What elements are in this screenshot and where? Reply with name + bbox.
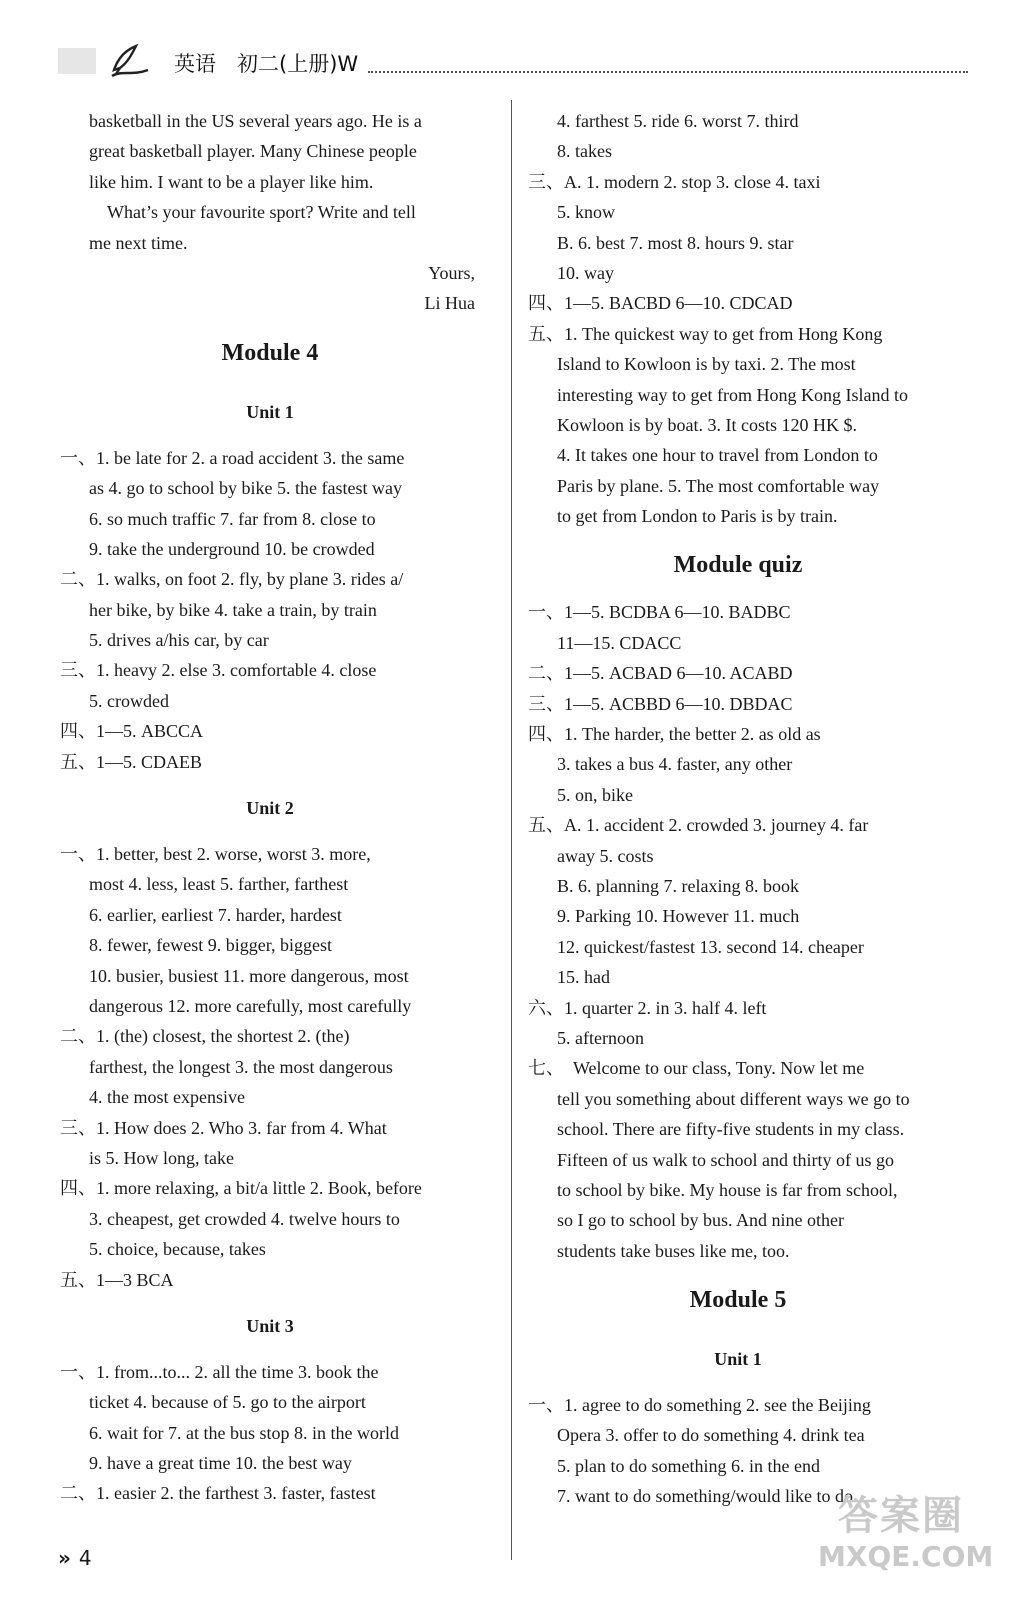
answer-line: me next time. — [89, 232, 188, 253]
answer-line: 9. have a great time 10. the best way — [89, 1453, 352, 1474]
answer-line: 二、1. walks, on foot 2. fly, by plane 3. rides a/ — [60, 569, 404, 590]
answer-line: 6. wait for 7. at the bus stop 8. in the world — [89, 1422, 399, 1443]
double-arrow-icon: » — [58, 1546, 67, 1570]
unit-heading: Unit 1 — [246, 401, 294, 422]
answer-line: 一、1—5. BCDBA 6—10. BADBC — [528, 602, 791, 623]
module-heading: Module 4 — [221, 339, 319, 366]
answer-line: 5. on, bike — [557, 784, 633, 805]
header-logo-box — [58, 48, 96, 74]
answer-line: students take buses like me, too. — [557, 1240, 790, 1261]
answer-line: 四、1. more relaxing, a bit/a little 2. Book, before — [60, 1178, 422, 1199]
page-number: 4 — [78, 1546, 92, 1570]
answer-line: 5. afternoon — [557, 1027, 644, 1048]
letter-signature: Li Hua — [424, 293, 475, 314]
answer-line: 12. quickest/fastest 13. second 14. cheaper — [557, 936, 864, 957]
answer-line: school. There are fifty-five students in my class. — [557, 1119, 905, 1140]
answer-line: 二、1—5. ACBAD 6—10. ACABD — [528, 663, 793, 684]
answer-line: to get from London to Paris is by train. — [557, 506, 838, 527]
column-divider — [511, 100, 512, 1560]
answer-line: 一、1. from...to... 2. all the time 3. book the — [60, 1361, 379, 1382]
answer-line: so I go to school by bus. And nine other — [557, 1210, 844, 1231]
answer-line: 9. Parking 10. However 11. much — [557, 906, 800, 927]
answer-line: 二、1. (the) closest, the shortest 2. (the) — [60, 1026, 350, 1047]
answer-line: 六、1. quarter 2. in 3. half 4. left — [528, 997, 767, 1018]
answer-line: like him. I want to be a player like him. — [89, 171, 374, 192]
answer-line: 五、A. 1. accident 2. crowded 3. journey 4. far — [528, 815, 869, 836]
answer-line: is 5. How long, take — [89, 1147, 234, 1168]
answer-line: away 5. costs — [557, 845, 654, 866]
answer-line: 二、1. easier 2. the farthest 3. faster, fastest — [60, 1483, 376, 1504]
answer-line: B. 6. best 7. most 8. hours 9. star — [557, 232, 794, 253]
right-column — [528, 106, 948, 1512]
answer-line: 15. had — [557, 967, 610, 988]
answer-line: B. 6. planning 7. relaxing 8. book — [557, 875, 799, 896]
answer-line: 10. busier, busiest 11. more dangerous, most — [89, 965, 409, 986]
answer-line: 4. It takes one hour to travel from London to — [557, 445, 878, 466]
answer-line: 一、1. be late for 2. a road accident 3. the same — [60, 447, 405, 468]
answer-line: basketball in the US several years ago. He is a — [89, 111, 422, 131]
answer-line: 三、1. heavy 2. else 3. comfortable 4. close — [60, 660, 377, 681]
answer-line: 7. want to do something/would like to do — [557, 1486, 853, 1507]
unit-heading: Unit 1 — [714, 1349, 762, 1370]
answer-line: 一、1. better, best 2. worse, worst 3. more, — [60, 844, 371, 865]
answer-line: 三、1. How does 2. Who 3. far from 4. What — [60, 1117, 387, 1138]
answer-line: as 4. go to school by bike 5. the fastest way — [89, 478, 402, 499]
answer-line: 四、1. The harder, the better 2. as old as — [528, 724, 821, 745]
answer-line: 4. the most expensive — [89, 1087, 245, 1108]
unit-heading: Unit 3 — [246, 1315, 294, 1336]
answer-line: 5. know — [557, 202, 615, 223]
answer-line: 五、1. The quickest way to get from Hong Kong — [528, 323, 883, 344]
answer-line: ticket 4. because of 5. go to the airport — [89, 1392, 366, 1413]
page-footer — [58, 1546, 92, 1570]
answer-line: 五、1—5. CDAEB — [60, 751, 203, 772]
answer-line: 11—15. CDACC — [557, 632, 682, 653]
answer-line: 5. choice, because, takes — [89, 1239, 266, 1260]
answer-line: 四、1—5. BACBD 6—10. CDCAD — [528, 293, 793, 314]
answer-line: 6. earlier, earliest 7. harder, hardest — [89, 904, 342, 925]
answer-line: 五、1—3 BCA — [60, 1269, 174, 1290]
answer-line: Fifteen of us walk to school and thirty of us go — [557, 1149, 894, 1170]
answer-line: 9. take the underground 10. be crowded — [89, 538, 375, 559]
answer-line: Opera 3. offer to do something 4. drink tea — [557, 1425, 865, 1446]
letter-signature: Yours, — [428, 262, 475, 283]
answer-line: dangerous 12. more carefully, most carefully — [89, 995, 412, 1016]
watermark-logo — [808, 1478, 1008, 1588]
answer-line: 四、1—5. ABCCA — [60, 721, 204, 742]
answer-line: most 4. less, least 5. farther, farthest — [89, 874, 349, 895]
answer-line: great basketball player. Many Chinese people — [89, 141, 417, 162]
header-dotted-rule — [368, 71, 968, 73]
answer-line: 三、A. 1. modern 2. stop 3. close 4. taxi — [528, 171, 821, 192]
answer-line: Island to Kowloon is by taxi. 2. The most — [557, 354, 856, 375]
page-header — [58, 40, 958, 82]
answer-line: Paris by plane. 5. The most comfortable way — [557, 475, 880, 496]
answer-line: 5. drives a/his car, by car — [89, 630, 269, 651]
watermark-text: 答案圈 — [838, 1493, 964, 1539]
answer-line: 三、1—5. ACBBD 6—10. DBDAC — [528, 693, 793, 714]
answer-line: Kowloon is by boat. 3. It costs 120 HK $. — [557, 414, 857, 435]
letter-line: What’s your favourite sport? Write and tell — [89, 202, 416, 223]
answer-line: 3. takes a bus 4. faster, any other — [557, 754, 793, 775]
answer-line: 5. plan to do something 6. in the end — [557, 1455, 820, 1476]
answer-line: to school by bike. My house is far from school, — [557, 1179, 898, 1200]
answer-line: 5. crowded — [89, 690, 169, 711]
answer-line: 6. so much traffic 7. far from 8. close to — [89, 508, 376, 529]
answer-line: 七、 Welcome to our class, Tony. Now let me — [528, 1058, 865, 1079]
answer-line: her bike, by bike 4. take a train, by train — [89, 599, 377, 620]
answer-line: 一、1. agree to do something 2. see the Beijing — [528, 1395, 871, 1416]
watermark-url: MXQE.COM — [818, 1540, 994, 1573]
answer-line: farthest, the longest 3. the most dangerous — [89, 1056, 393, 1077]
unit-heading: Unit 2 — [246, 798, 294, 819]
answer-line: tell you something about different ways we go to — [557, 1088, 910, 1109]
header-title: 英语 初二(上册)W — [174, 52, 359, 76]
answer-line: 8. takes — [557, 141, 612, 162]
answer-line: 10. way — [557, 262, 614, 283]
module-heading: Module 5 — [689, 1287, 787, 1314]
left-column — [60, 106, 480, 1509]
answer-line: 4. farthest 5. ride 6. worst 7. third — [557, 111, 799, 131]
module-heading: Module quiz — [673, 552, 803, 579]
answer-line: interesting way to get from Hong Kong Island to — [557, 384, 908, 405]
answer-line: 3. cheapest, get crowded 4. twelve hours to — [89, 1208, 400, 1229]
pen-icon — [108, 40, 152, 80]
answer-line: 8. fewer, fewest 9. bigger, biggest — [89, 935, 332, 956]
